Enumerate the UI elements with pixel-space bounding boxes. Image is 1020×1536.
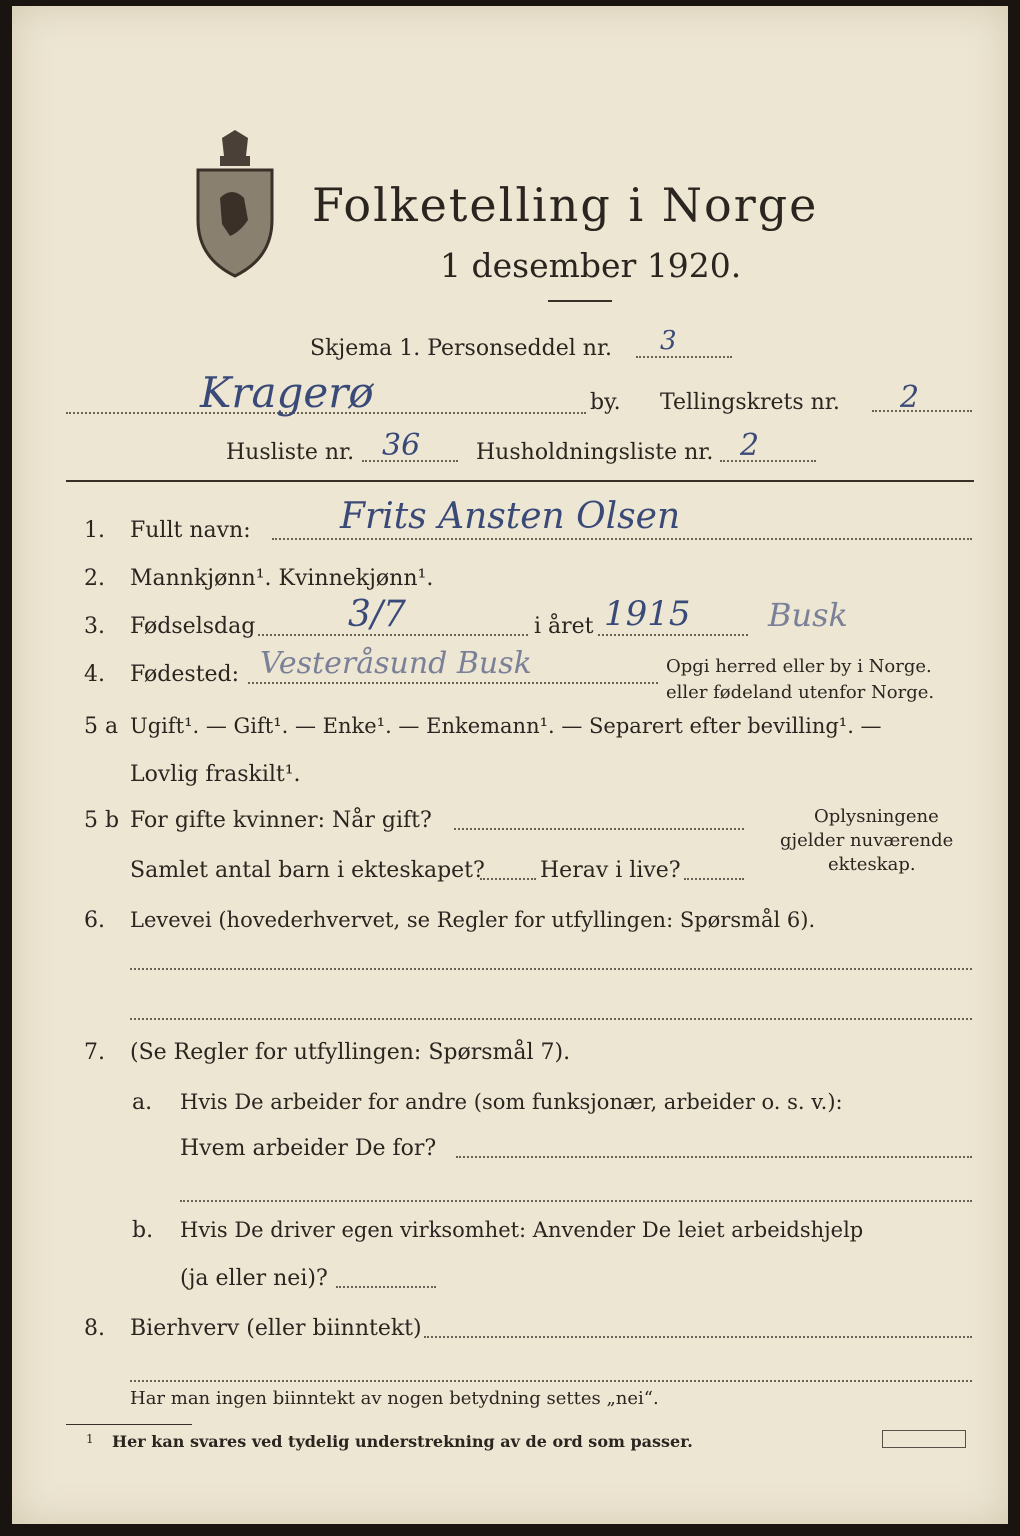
q1-field[interactable]: Frits Ansten Olsen	[340, 496, 681, 537]
q3-note: Busk	[768, 596, 848, 634]
q5b-label-married: For gifte kvinner: Når gift?	[130, 808, 432, 833]
q5a-number: 5 a	[84, 714, 119, 739]
q5b-children-dots	[480, 878, 536, 880]
printer-stamp	[882, 1430, 966, 1448]
q3-number: 3.	[84, 614, 105, 639]
husliste-label: Husliste nr.	[226, 440, 355, 465]
q6-number: 6.	[84, 908, 105, 933]
footnote-text: Her kan svares ved tydelig understrekning av de ord som passer.	[112, 1432, 693, 1451]
skjema-dots	[636, 356, 732, 358]
q4-number: 4.	[84, 662, 105, 687]
q3-label: Fødselsdag	[130, 614, 256, 639]
q8-label: Bierhverv (eller biinntekt)	[130, 1316, 422, 1341]
q5b-label-children: Samlet antal barn i ekteskapet?	[130, 858, 485, 883]
q5a-options[interactable]: Ugift¹. — Gift¹. — Enke¹. — Enkemann¹. — Separert efter bevilling¹. —	[130, 714, 882, 738]
q5b-note-1: Oplysningene	[814, 806, 939, 827]
q5a-options-2[interactable]: Lovlig fraskilt¹.	[130, 762, 301, 787]
q4-field[interactable]: Vesteråsund Busk	[260, 646, 532, 681]
q3-field[interactable]: 3/7	[348, 594, 406, 635]
q8-line-2[interactable]	[130, 1380, 972, 1382]
q7a-dots[interactable]	[456, 1156, 972, 1158]
q7-label: (Se Regler for utfyllingen: Spørsmål 7).	[130, 1040, 571, 1065]
q6-line-1[interactable]	[130, 968, 972, 970]
q2-label[interactable]: Mannkjønn¹. Kvinnekjønn¹.	[130, 566, 434, 591]
q3-year-dots	[598, 634, 748, 636]
q7b-label-1: Hvis De driver egen virksomhet: Anvender De leiet arbeidshjelp	[180, 1218, 864, 1242]
bottom-note: Har man ingen biinntekt av nogen betydning settes „nei“.	[130, 1388, 659, 1409]
krets-label: Tellingskrets nr.	[660, 390, 840, 415]
q7a-label-1: Hvis De arbeider for andre (som funksjonær, arbeider o. s. v.):	[180, 1090, 843, 1114]
q7b-dots[interactable]	[336, 1286, 436, 1288]
q3-year-field[interactable]: 1915	[604, 594, 691, 634]
q5b-alive-dots	[684, 878, 744, 880]
q1-label: Fullt navn:	[130, 518, 251, 543]
footnote-rule	[66, 1424, 192, 1425]
q3-year-label: i året	[534, 614, 594, 639]
q2-number: 2.	[84, 566, 105, 591]
skjema-label: Skjema 1. Personseddel nr.	[310, 336, 613, 361]
town-field[interactable]: Kragerø	[200, 368, 374, 417]
husliste-field[interactable]: 36	[382, 428, 421, 463]
q7b-number: b.	[132, 1218, 154, 1243]
q5b-note-3: ekteskap.	[828, 854, 916, 875]
q7b-label-2: (ja eller nei)?	[180, 1266, 328, 1291]
town-suffix: by.	[590, 390, 621, 415]
q7a-label-2: Hvem arbeider De for?	[180, 1136, 437, 1161]
footnote-mark: 1	[86, 1432, 94, 1446]
q4-label: Fødested:	[130, 662, 240, 687]
q4-dots	[248, 682, 658, 684]
hushold-dots	[720, 460, 816, 462]
q5b-label-alive: Herav i live?	[540, 858, 681, 883]
q1-dots	[272, 538, 972, 540]
krets-dots	[872, 410, 972, 412]
q6-label: Levevei (hovederhvervet, se Regler for utfyllingen: Spørsmål 6).	[130, 908, 816, 932]
coat-of-arms-icon	[192, 128, 278, 280]
form-date: 1 desember 1920.	[440, 246, 742, 285]
q7a-number: a.	[132, 1090, 153, 1115]
q7-number: 7.	[84, 1040, 105, 1065]
q4-note-2: eller fødeland utenfor Norge.	[666, 682, 935, 703]
q5b-note-2: gjelder nuværende	[780, 830, 954, 851]
q5b-married-dots	[454, 828, 744, 830]
hushold-field[interactable]: 2	[740, 428, 760, 463]
form-title: Folketelling i Norge	[312, 178, 819, 232]
skjema-field[interactable]: 3	[660, 326, 677, 356]
q1-number: 1.	[84, 518, 105, 543]
header-rule	[66, 480, 974, 482]
hushold-label: Husholdningsliste nr.	[476, 440, 714, 465]
title-rule	[548, 300, 612, 302]
q8-dots[interactable]	[424, 1336, 972, 1338]
q5b-number: 5 b	[84, 808, 120, 833]
q7a-line-2[interactable]	[180, 1200, 972, 1202]
krets-field[interactable]: 2	[900, 380, 920, 415]
q8-number: 8.	[84, 1316, 105, 1341]
q6-line-2[interactable]	[130, 1018, 972, 1020]
q4-note-1: Opgi herred eller by i Norge.	[666, 656, 932, 677]
